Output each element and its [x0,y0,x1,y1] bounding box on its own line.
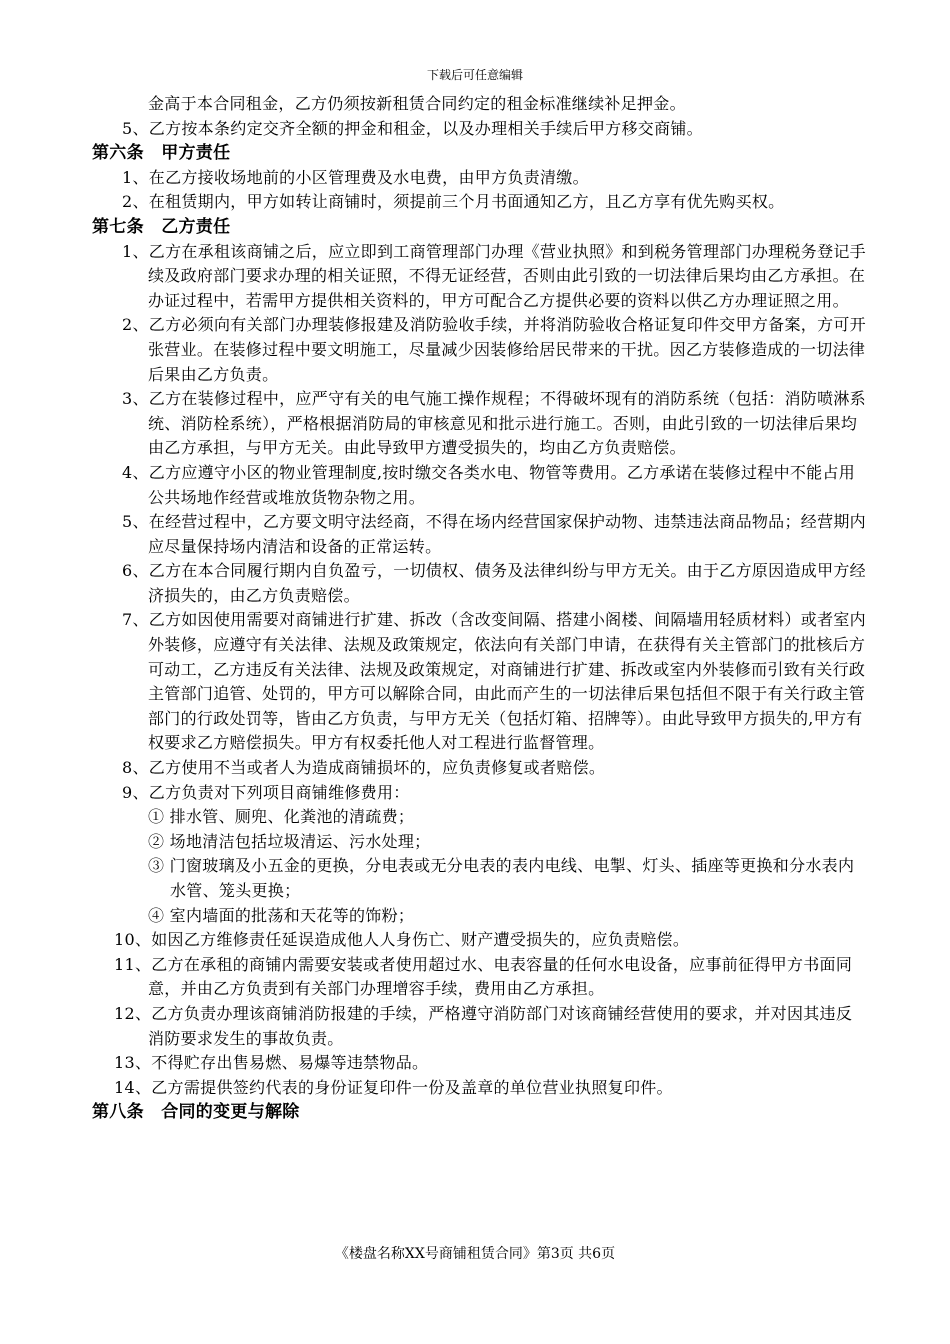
list-item: 5、乙方按本条约定交齐全额的押金和租金，以及办理相关手续后甲方移交商铺。 [122,118,703,138]
section-7-heading: 第七条 乙方责任 [92,216,231,237]
list-item: 7、乙方如因使用需要对商铺进行扩建、拆改（含改变间隔、搭建小阁楼、间隔墙用轻质材料）或者室内外装修，应遵守有关法律、法规及政策规定，依法向有关部门申请，在获得有关主管部门的批核后方可动工，乙方违反有关法律、法规及政策规定，对商铺进行扩建、拆改或室内外装修而引致有关行政主管部门追管、处罚的，甲方可以解除合同，由此而产生的一切法律后果包括但不限于有关行政主管部门的行政处罚等，皆由乙方负责，与甲方无关（包括灯箱、招牌等）。由此导致甲方损失的,甲方有权要求乙方赔偿损失。甲方有权委托他人对工程进行监督管理。 [122,610,866,753]
sub-list-item: ② 场地清洁包括垃圾清运、污水处理； [148,831,431,851]
list-item: 14、乙方需提供签约代表的身份证复印件一份及盖章的单位营业执照复印件。 [114,1077,673,1097]
paragraph-continuation: 金高于本合同租金，乙方仍须按新租赁合同约定的租金标准继续补足押金。 [148,94,686,113]
list-item: 13、不得贮存出售易燃、易爆等违禁物品。 [114,1053,429,1073]
list-item: 3、乙方在装修过程中，应严守有关的电气施工操作规程；不得破坏现有的消防系统（包括：消防喷淋系统、消防栓系统），严格根据消防局的审核意见和批示进行施工。否则，由此引致的一切法律后果均由乙方承担，与甲方无关。由此导致甲方遭受损失的，均由乙方负责赔偿。 [122,389,866,458]
sub-list-item: ① 排水管、厕兜、化粪池的清疏费； [148,807,415,827]
list-item: 2、乙方必须向有关部门办理装修报建及消防验收手续，并将消防验收合格证复印件交甲方备案，方可开张营业。在装修过程中要文明施工，尽量减少因装修给居民带来的干扰。因乙方装修造成的一切法律后果由乙方负责。 [122,315,866,384]
list-item: 10、如因乙方维修责任延误造成他人人身伤亡、财产遭受损失的，应负责赔偿。 [114,930,690,950]
list-item: 1、在乙方接收场地前的小区管理费及水电费，由甲方负责清缴。 [122,167,589,187]
list-item: 6、乙方在本合同履行期内自负盈亏，一切债权、债务及法律纠纷与甲方无关。由于乙方原因造成甲方经济损失的，由乙方负责赔偿。 [122,561,866,605]
list-item: 11、乙方在承租的商铺内需要安装或者使用超过水、电表容量的任何水电设备，应事前征得甲方书面同意，并由乙方负责到有关部门办理增容手续，费用由乙方承担。 [114,954,853,999]
list-item: 9、乙方负责对下列项目商铺维修费用： [122,782,410,802]
list-item: 4、乙方应遵守小区的物业管理制度,按时缴交各类水电、物管等费用。乙方承诺在装修过程中不能占用公共场地作经营或堆放货物杂物之用。 [122,462,856,507]
sub-list-item: ③ 门窗玻璃及小五金的更换，分电表或无分电表的表内电线、电掣、灯头、插座等更换和分水表内水管、笼头更换； [148,856,855,900]
list-item: 12、乙方负责办理该商铺消防报建的手续，严格遵守消防部门对该商铺经营使用的要求，并对因其违反消防要求发生的事故负责。 [114,1003,853,1048]
section-8-heading: 第八条 合同的变更与解除 [92,1102,300,1123]
section-6-heading: 第六条 甲方责任 [92,143,231,164]
list-item: 8、乙方使用不当或者人为造成商铺损坏的，应负责修复或者赔偿。 [122,758,606,778]
sub-list-item: ④ 室内墙面的批荡和天花等的饰粉； [148,905,415,925]
list-item: 2、在租赁期内，甲方如转让商铺时，须提前三个月书面通知乙方，且乙方享有优先购买权。 [122,192,785,212]
page-header: 下载后可任意编辑 [426,68,523,82]
list-item: 1、乙方在承租该商铺之后，应立即到工商管理部门办理《营业执照》和到税务管理部门办理税务登记手续及政府部门要求办理的相关证照，不得无证经营，否则由此引致的一切法律后果均由乙方承担。在办证过程中，若需甲方提供相关资料的，甲方可配合乙方提供必要的资料以供乙方办理证照之用。 [122,241,866,310]
page-footer: 《楼盘名称XX号商铺租赁合同》第3页 共6页 [334,1246,616,1262]
contract-body [92,92,867,1125]
list-item: 5、在经营过程中，乙方要文明守法经商，不得在场内经营国家保护动物、违禁违法商品物品；经营期内应尽量保持场内清洁和设备的正常运转。 [122,512,866,556]
